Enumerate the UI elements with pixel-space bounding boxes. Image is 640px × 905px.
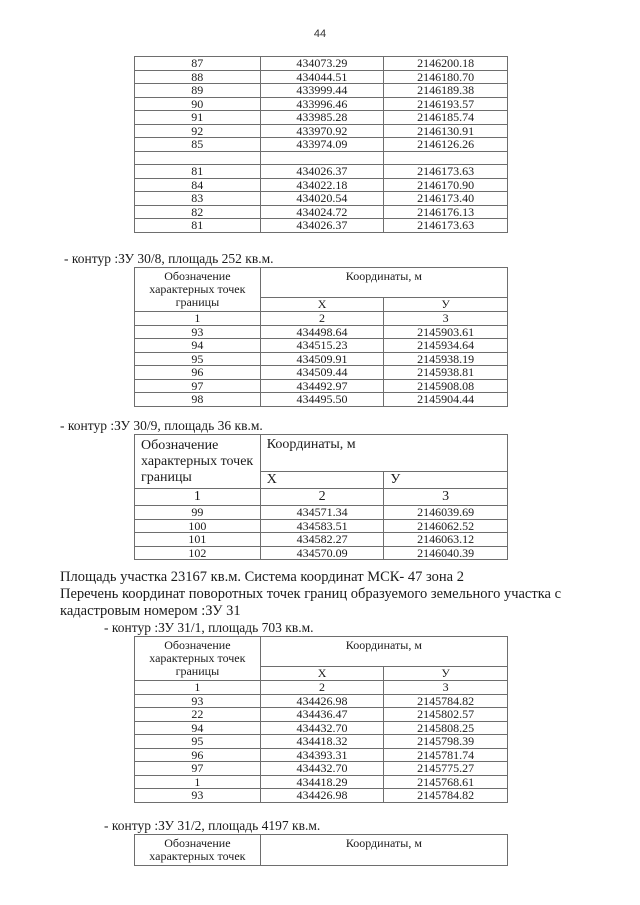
table-row — [135, 124, 508, 138]
x-coordinate-cell: 434432.70 — [260, 762, 384, 776]
header-x: Х — [260, 667, 384, 681]
header-num-3: 3 — [384, 489, 508, 506]
x-coordinate-cell: 434495.50 — [260, 393, 384, 407]
header-num-2: 2 — [260, 312, 384, 326]
x-coordinate-cell: 434418.32 — [260, 735, 384, 749]
point-number-cell: 97 — [135, 762, 261, 776]
y-coordinate-cell: 2145784.82 — [384, 789, 508, 803]
contour-30-8-heading: - контур :ЗУ 30/8, площадь 252 кв.м. — [64, 251, 274, 266]
contour-31-2-heading: - контур :ЗУ 31/2, площадь 4197 кв.м. — [104, 818, 321, 833]
x-coordinate-cell — [260, 151, 384, 165]
x-coordinate-cell: 433970.92 — [260, 124, 384, 138]
y-coordinate-cell: 2146185.74 — [384, 111, 508, 125]
point-number-cell: 96 — [135, 366, 261, 380]
point-number-cell: 1 — [135, 775, 261, 789]
table-row — [135, 339, 508, 353]
point-number-cell: 90 — [135, 97, 261, 111]
table-row — [135, 748, 508, 762]
point-number-cell: 92 — [135, 124, 261, 138]
x-coordinate-cell: 433985.28 — [260, 111, 384, 125]
contour-30-9-heading: - контур :ЗУ 30/9, площадь 36 кв.м. — [60, 418, 263, 433]
x-coordinate-cell: 433999.44 — [260, 84, 384, 98]
x-coordinate-cell: 433974.09 — [260, 138, 384, 152]
x-coordinate-cell: 434426.98 — [260, 789, 384, 803]
header-y: У — [384, 472, 508, 489]
x-coordinate-cell: 434515.23 — [260, 339, 384, 353]
table-row — [135, 192, 508, 206]
y-coordinate-cell: 2146173.40 — [384, 192, 508, 206]
point-number-cell: 95 — [135, 352, 261, 366]
header-num-1: 1 — [135, 312, 261, 326]
y-coordinate-cell: 2146040.39 — [384, 546, 508, 560]
page-number: 44 — [313, 28, 327, 40]
point-number-cell: 89 — [135, 84, 261, 98]
y-coordinate-cell: 2145808.25 — [384, 721, 508, 735]
header-num-3: 3 — [384, 312, 508, 326]
point-number-cell: 85 — [135, 138, 261, 152]
y-coordinate-cell: 2146039.69 — [384, 506, 508, 520]
y-coordinate-cell: 2145798.39 — [384, 735, 508, 749]
point-number-cell: 101 — [135, 533, 261, 547]
table-row — [135, 325, 508, 339]
y-coordinate-cell: 2145938.81 — [384, 366, 508, 380]
x-coordinate-cell: 434498.64 — [260, 325, 384, 339]
point-number-cell: 81 — [135, 165, 261, 179]
y-coordinate-cell: 2145802.57 — [384, 708, 508, 722]
table-row — [135, 111, 508, 125]
x-coordinate-cell: 434022.18 — [260, 178, 384, 192]
table-row — [135, 762, 508, 776]
header-point-designation: Обозначение характерных точек границы — [135, 435, 261, 489]
table-row — [135, 57, 508, 71]
point-number-cell: 84 — [135, 178, 261, 192]
y-coordinate-cell: 2145938.19 — [384, 352, 508, 366]
table-row — [135, 84, 508, 98]
table-row — [135, 789, 508, 803]
point-number-cell: 93 — [135, 694, 261, 708]
y-coordinate-cell: 2146126.26 — [384, 138, 508, 152]
x-coordinate-cell: 434571.34 — [260, 506, 384, 520]
header-num-3: 3 — [384, 681, 508, 695]
y-coordinate-cell: 2145784.82 — [384, 694, 508, 708]
x-coordinate-cell: 434418.29 — [260, 775, 384, 789]
y-coordinate-cell: 2145903.61 — [384, 325, 508, 339]
table-body — [135, 506, 508, 560]
table-row — [135, 205, 508, 219]
point-number-cell: 88 — [135, 70, 261, 84]
coordinates-table-continuation — [134, 56, 508, 233]
area-text: Площадь участка 23167 кв.м. Система координат МСК- 47 зона 2 — [60, 569, 464, 585]
y-coordinate-cell — [384, 151, 508, 165]
point-number-cell: 96 — [135, 748, 261, 762]
header-point-designation: Обозначение характерных точек границы — [135, 637, 261, 681]
point-number-cell: 102 — [135, 546, 261, 560]
table-row — [135, 151, 508, 165]
header-coordinates: Координаты, м — [260, 435, 507, 472]
x-coordinate-cell: 434570.09 — [260, 546, 384, 560]
contour-31-1-heading: - контур :ЗУ 31/1, площадь 703 кв.м. — [104, 620, 314, 635]
table-row — [135, 775, 508, 789]
table-row — [135, 393, 508, 407]
header-x: Х — [260, 472, 384, 489]
header-point-designation: Обозначение характерных точек границы — [135, 268, 261, 312]
y-coordinate-cell: 2146170.90 — [384, 178, 508, 192]
point-number-cell: 93 — [135, 325, 261, 339]
header-num-2: 2 — [260, 489, 384, 506]
table-row — [135, 352, 508, 366]
table-body — [135, 694, 508, 802]
y-coordinate-cell: 2145768.61 — [384, 775, 508, 789]
table-row — [135, 366, 508, 380]
point-number-cell: 99 — [135, 506, 261, 520]
table-row — [135, 533, 508, 547]
header-y: У — [384, 298, 508, 312]
point-number-cell: 94 — [135, 721, 261, 735]
y-coordinate-cell: 2145781.74 — [384, 748, 508, 762]
point-number-cell: 93 — [135, 789, 261, 803]
x-coordinate-cell: 434583.51 — [260, 519, 384, 533]
table-row — [135, 506, 508, 520]
header-num-1: 1 — [135, 489, 261, 506]
table-row — [135, 70, 508, 84]
table-row — [135, 138, 508, 152]
y-coordinate-cell: 2146189.38 — [384, 84, 508, 98]
y-coordinate-cell: 2145934.64 — [384, 339, 508, 353]
point-number-cell: 83 — [135, 192, 261, 206]
point-number-cell: 97 — [135, 379, 261, 393]
point-number-cell — [135, 151, 261, 165]
list-text-line-1: Перечень координат поворотных точек границ образуемого земельного участка с — [60, 586, 562, 602]
contour-31-2-table — [134, 834, 508, 866]
header-y: У — [384, 667, 508, 681]
table-row — [135, 721, 508, 735]
table-row — [135, 379, 508, 393]
table-row — [135, 178, 508, 192]
y-coordinate-cell: 2146193.57 — [384, 97, 508, 111]
table-row — [135, 219, 508, 233]
table-row — [135, 519, 508, 533]
point-number-cell: 95 — [135, 735, 261, 749]
x-coordinate-cell: 434509.44 — [260, 366, 384, 380]
header-point-designation: Обозначение характерных точек — [135, 835, 261, 866]
y-coordinate-cell: 2146063.12 — [384, 533, 508, 547]
contour-30-8-table — [134, 267, 508, 407]
x-coordinate-cell: 434582.27 — [260, 533, 384, 547]
table-row — [135, 546, 508, 560]
header-coordinates: Координаты, м — [260, 637, 507, 667]
point-number-cell: 98 — [135, 393, 261, 407]
point-number-cell: 87 — [135, 57, 261, 71]
point-number-cell: 94 — [135, 339, 261, 353]
table-row — [135, 165, 508, 179]
x-coordinate-cell: 434020.54 — [260, 192, 384, 206]
y-coordinate-cell: 2146180.70 — [384, 70, 508, 84]
x-coordinate-cell: 434436.47 — [260, 708, 384, 722]
y-coordinate-cell: 2146130.91 — [384, 124, 508, 138]
y-coordinate-cell: 2146173.63 — [384, 219, 508, 233]
x-coordinate-cell: 434024.72 — [260, 205, 384, 219]
x-coordinate-cell: 434044.51 — [260, 70, 384, 84]
header-num-1: 1 — [135, 681, 261, 695]
x-coordinate-cell: 434492.97 — [260, 379, 384, 393]
table-body — [135, 57, 508, 233]
point-number-cell: 22 — [135, 708, 261, 722]
list-text-line-2: кадастровым номером :ЗУ 31 — [60, 603, 241, 619]
point-number-cell: 91 — [135, 111, 261, 125]
y-coordinate-cell: 2146176.13 — [384, 205, 508, 219]
y-coordinate-cell: 2145904.44 — [384, 393, 508, 407]
contour-31-1-table — [134, 636, 508, 803]
x-coordinate-cell: 434073.29 — [260, 57, 384, 71]
table-row — [135, 97, 508, 111]
y-coordinate-cell: 2146173.63 — [384, 165, 508, 179]
x-coordinate-cell: 434426.98 — [260, 694, 384, 708]
contour-30-9-table — [134, 434, 508, 560]
y-coordinate-cell: 2146200.18 — [384, 57, 508, 71]
x-coordinate-cell: 434026.37 — [260, 219, 384, 233]
point-number-cell: 82 — [135, 205, 261, 219]
x-coordinate-cell: 433996.46 — [260, 97, 384, 111]
x-coordinate-cell: 434509.91 — [260, 352, 384, 366]
y-coordinate-cell: 2145908.08 — [384, 379, 508, 393]
header-num-2: 2 — [260, 681, 384, 695]
header-x: Х — [260, 298, 384, 312]
x-coordinate-cell: 434432.70 — [260, 721, 384, 735]
x-coordinate-cell: 434026.37 — [260, 165, 384, 179]
point-number-cell: 81 — [135, 219, 261, 233]
table-body — [135, 325, 508, 406]
table-row — [135, 735, 508, 749]
header-coordinates: Координаты, м — [260, 835, 507, 866]
x-coordinate-cell: 434393.31 — [260, 748, 384, 762]
y-coordinate-cell: 2146062.52 — [384, 519, 508, 533]
table-row — [135, 694, 508, 708]
header-coordinates: Координаты, м — [260, 268, 507, 298]
y-coordinate-cell: 2145775.27 — [384, 762, 508, 776]
point-number-cell: 100 — [135, 519, 261, 533]
table-row — [135, 708, 508, 722]
